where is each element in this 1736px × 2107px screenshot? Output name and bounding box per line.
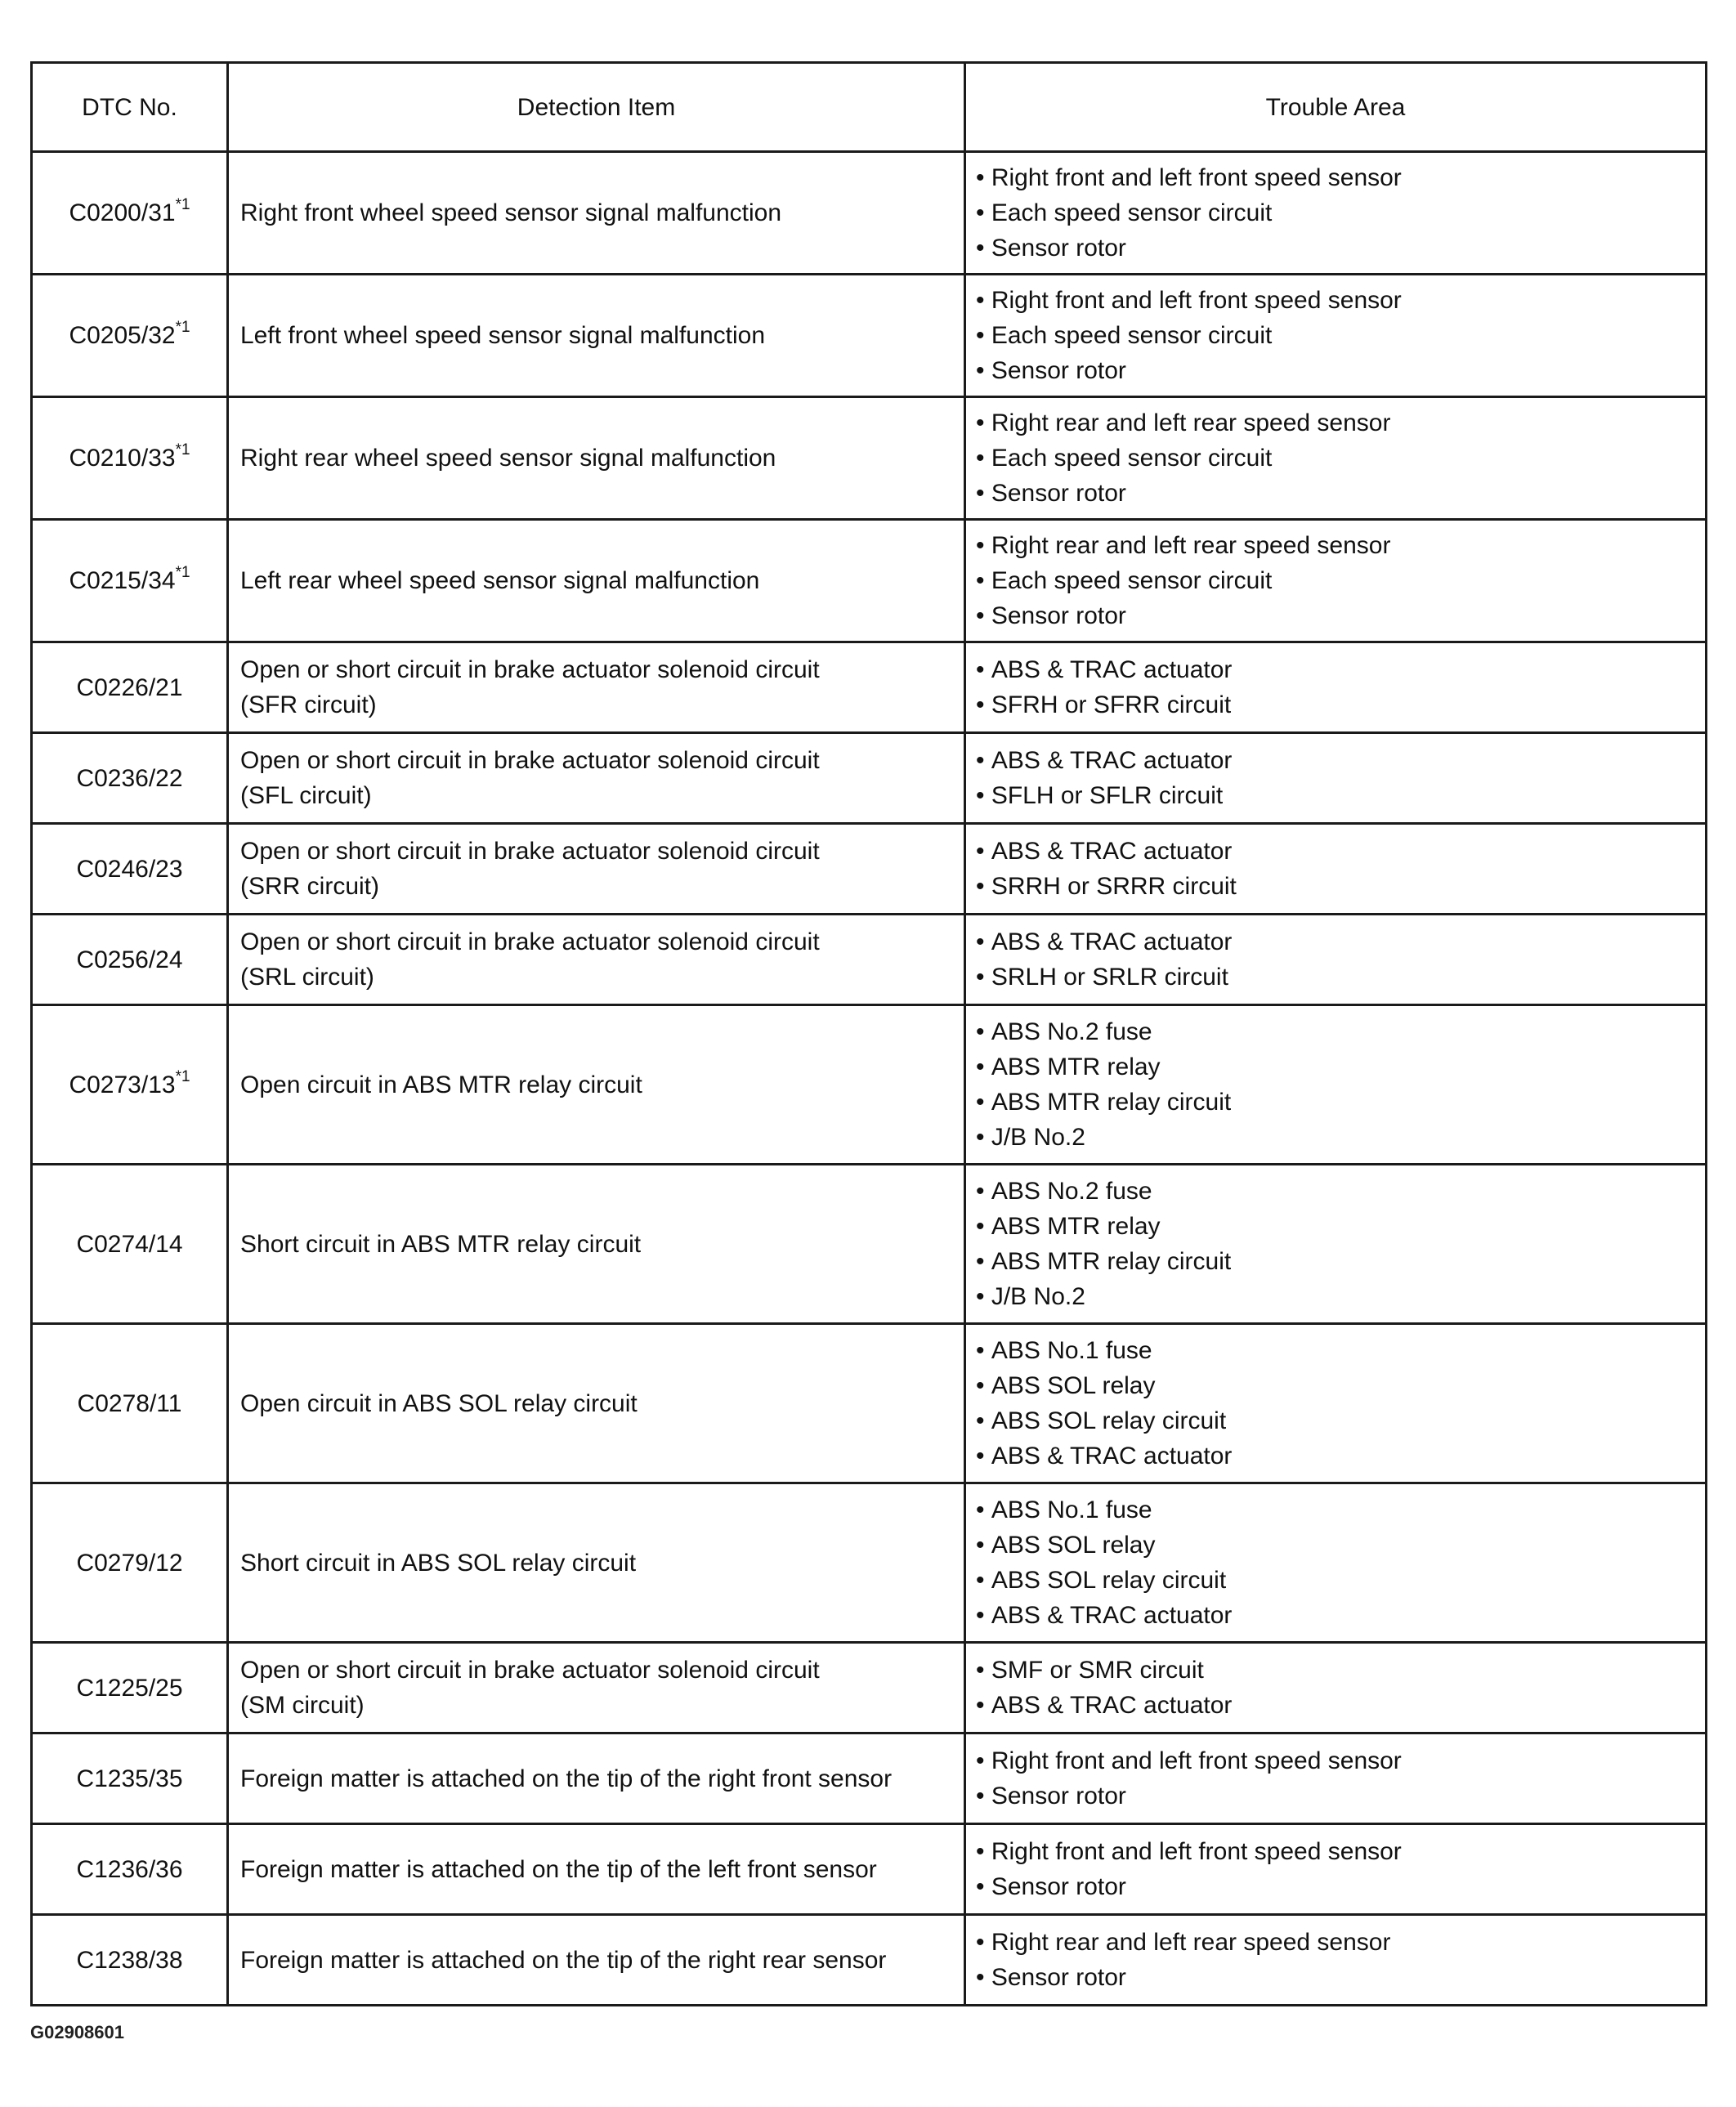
table-row — [32, 397, 1707, 520]
trouble-area-list — [976, 652, 1695, 722]
detection-item-cell — [228, 1324, 965, 1483]
detection-item-line: Open or short circuit in brake actuator solenoid circuit — [240, 656, 820, 683]
trouble-area-item: • Right front and left front speed sensor — [976, 160, 1695, 195]
detection-item-line: Open or short circuit in brake actuator solenoid circuit — [240, 747, 820, 774]
detection-item-line: Open circuit in ABS SOL relay circuit — [240, 1389, 638, 1417]
trouble-area-item: • Sensor rotor — [976, 476, 1695, 511]
dtc-code-cell — [32, 1005, 228, 1165]
trouble-area-item: • ABS & TRAC actuator — [976, 1598, 1695, 1633]
detection-item-cell — [228, 915, 965, 1005]
trouble-area-list — [976, 1174, 1695, 1314]
trouble-area-cell — [965, 152, 1707, 275]
dtc-code: C0215/34 — [69, 567, 176, 594]
detection-item-line: Left front wheel speed sensor signal malfunction — [240, 322, 766, 349]
header-trouble-area: Trouble Area — [965, 63, 1707, 152]
trouble-area-item: • ABS No.1 fuse — [976, 1492, 1695, 1528]
dtc-code-cell — [32, 1324, 228, 1483]
trouble-area-item: • ABS & TRAC actuator — [976, 652, 1695, 687]
dtc-code: C1238/38 — [76, 1946, 183, 1974]
trouble-area-list — [976, 1834, 1695, 1904]
trouble-area-cell — [965, 1915, 1707, 2006]
dtc-code: C0279/12 — [76, 1549, 183, 1577]
dtc-table — [30, 61, 1707, 2006]
trouble-area-item: • Right rear and left rear speed sensor — [976, 1925, 1695, 1960]
trouble-area-list — [976, 924, 1695, 995]
trouble-area-item: • ABS & TRAC actuator — [976, 1688, 1695, 1723]
trouble-area-item: • ABS MTR relay circuit — [976, 1244, 1695, 1279]
trouble-area-item: • SMF or SMR circuit — [976, 1653, 1695, 1688]
table-row — [32, 915, 1707, 1005]
trouble-area-list — [976, 283, 1695, 388]
table-row — [32, 152, 1707, 275]
trouble-area-list — [976, 1492, 1695, 1633]
trouble-area-item: • Sensor rotor — [976, 353, 1695, 388]
detection-item-cell — [228, 733, 965, 824]
trouble-area-item: • Right front and left front speed sensor — [976, 1743, 1695, 1778]
dtc-code: C0210/33 — [69, 445, 176, 472]
detection-item-cell — [228, 520, 965, 642]
footnote-marker: *1 — [175, 319, 190, 336]
trouble-area-item: • Sensor rotor — [976, 1960, 1695, 1995]
detection-item-cell — [228, 397, 965, 520]
trouble-area-item: • SRLH or SRLR circuit — [976, 960, 1695, 995]
trouble-area-item: • Each speed sensor circuit — [976, 195, 1695, 230]
detection-item-line: Right rear wheel speed sensor signal malfunction — [240, 445, 776, 472]
table-body — [32, 152, 1707, 2006]
trouble-area-cell — [965, 275, 1707, 397]
trouble-area-list — [976, 405, 1695, 511]
header-row — [32, 63, 1707, 152]
detection-item-line: Open or short circuit in brake actuator solenoid circuit — [240, 838, 820, 865]
trouble-area-cell — [965, 1005, 1707, 1165]
detection-item-line: Foreign matter is attached on the tip of the left front sensor — [240, 1855, 877, 1883]
trouble-area-item: • Sensor rotor — [976, 1869, 1695, 1904]
detection-item-cell — [228, 1483, 965, 1643]
detection-item-cell — [228, 824, 965, 915]
trouble-area-item: • ABS SOL relay circuit — [976, 1403, 1695, 1438]
trouble-area-item: • Sensor rotor — [976, 230, 1695, 266]
footnote-marker: *1 — [175, 1067, 190, 1085]
trouble-area-item: • J/B No.2 — [976, 1120, 1695, 1155]
dtc-code-cell — [32, 1733, 228, 1824]
trouble-area-cell — [965, 397, 1707, 520]
dtc-code: C1236/36 — [76, 1855, 183, 1883]
table-row — [32, 824, 1707, 915]
dtc-code: C1235/35 — [76, 1765, 183, 1792]
trouble-area-list — [976, 1333, 1695, 1474]
trouble-area-item: • Right front and left front speed sensor — [976, 283, 1695, 318]
trouble-area-item: • Right rear and left rear speed sensor — [976, 405, 1695, 441]
table-row — [32, 642, 1707, 733]
dtc-code-cell — [32, 152, 228, 275]
header-detection-item: Detection Item — [228, 63, 965, 152]
dtc-code-cell — [32, 1915, 228, 2006]
detection-item-line: Open or short circuit in brake actuator solenoid circuit — [240, 1657, 820, 1684]
trouble-area-item: • Sensor rotor — [976, 1778, 1695, 1814]
detection-item-line: (SFL circuit) — [240, 782, 372, 809]
trouble-area-item: • SFLH or SFLR circuit — [976, 778, 1695, 813]
table-row — [32, 275, 1707, 397]
dtc-code-cell — [32, 642, 228, 733]
detection-item-line: (SRL circuit) — [240, 964, 374, 991]
dtc-code-cell — [32, 915, 228, 1005]
dtc-code: C0200/31 — [69, 199, 176, 226]
footnote-marker: *1 — [175, 441, 190, 459]
dtc-code-cell — [32, 275, 228, 397]
detection-item-line: (SRR circuit) — [240, 873, 379, 900]
table-row — [32, 1483, 1707, 1643]
dtc-code: C0246/23 — [76, 855, 183, 883]
detection-item-cell — [228, 642, 965, 733]
trouble-area-item: • Each speed sensor circuit — [976, 441, 1695, 476]
trouble-area-item: • Each speed sensor circuit — [976, 318, 1695, 353]
dtc-code: C0226/21 — [76, 673, 183, 701]
dtc-code-cell — [32, 1483, 228, 1643]
trouble-area-cell — [965, 824, 1707, 915]
table-row — [32, 1733, 1707, 1824]
trouble-area-item: • ABS No.1 fuse — [976, 1333, 1695, 1368]
trouble-area-cell — [965, 1824, 1707, 1915]
figure-id: G02908601 — [30, 2022, 124, 2042]
trouble-area-item: • ABS No.2 fuse — [976, 1014, 1695, 1049]
detection-item-line: Right front wheel speed sensor signal malfunction — [240, 199, 782, 226]
detection-item-cell — [228, 152, 965, 275]
detection-item-line: Short circuit in ABS MTR relay circuit — [240, 1230, 642, 1258]
table-row — [32, 1915, 1707, 2006]
detection-item-line: (SFR circuit) — [240, 691, 377, 718]
trouble-area-item: • ABS SOL relay — [976, 1528, 1695, 1563]
detection-item-cell — [228, 275, 965, 397]
detection-item-cell — [228, 1643, 965, 1733]
dtc-code: C0273/13 — [69, 1071, 176, 1098]
dtc-code-cell — [32, 1824, 228, 1915]
detection-item-cell — [228, 1005, 965, 1165]
trouble-area-list — [976, 834, 1695, 904]
trouble-area-cell — [965, 520, 1707, 642]
trouble-area-item: • ABS & TRAC actuator — [976, 1438, 1695, 1474]
trouble-area-item: • ABS MTR relay — [976, 1049, 1695, 1085]
trouble-area-item: • ABS & TRAC actuator — [976, 834, 1695, 869]
dtc-code-cell — [32, 397, 228, 520]
table-row — [32, 1005, 1707, 1165]
dtc-code: C0278/11 — [77, 1389, 182, 1417]
trouble-area-list — [976, 1925, 1695, 1995]
dtc-code: C0274/14 — [76, 1230, 183, 1258]
trouble-area-cell — [965, 733, 1707, 824]
trouble-area-item: • ABS MTR relay circuit — [976, 1085, 1695, 1120]
trouble-area-item: • ABS & TRAC actuator — [976, 924, 1695, 960]
footnote-marker: *1 — [175, 196, 190, 213]
detection-item-cell — [228, 1824, 965, 1915]
trouble-area-item: • ABS No.2 fuse — [976, 1174, 1695, 1209]
trouble-area-list — [976, 1014, 1695, 1155]
dtc-code: C0205/32 — [69, 322, 176, 349]
dtc-code-cell — [32, 824, 228, 915]
trouble-area-list — [976, 1743, 1695, 1814]
table-row — [32, 733, 1707, 824]
trouble-area-item: • Sensor rotor — [976, 598, 1695, 633]
detection-item-cell — [228, 1733, 965, 1824]
trouble-area-cell — [965, 915, 1707, 1005]
detection-item-cell — [228, 1165, 965, 1324]
detection-item-line: Foreign matter is attached on the tip of the right rear sensor — [240, 1946, 887, 1974]
dtc-code-cell — [32, 520, 228, 642]
trouble-area-cell — [965, 642, 1707, 733]
detection-item-line: Foreign matter is attached on the tip of the right front sensor — [240, 1765, 893, 1792]
trouble-area-list — [976, 160, 1695, 266]
trouble-area-item: • ABS MTR relay — [976, 1209, 1695, 1244]
trouble-area-item: • SRRH or SRRR circuit — [976, 869, 1695, 904]
trouble-area-cell — [965, 1483, 1707, 1643]
table-row — [32, 1643, 1707, 1733]
detection-item-line: Short circuit in ABS SOL relay circuit — [240, 1549, 637, 1577]
trouble-area-list — [976, 528, 1695, 633]
header-dtc-no: DTC No. — [32, 63, 228, 152]
trouble-area-list — [976, 1653, 1695, 1723]
trouble-area-item: • Right rear and left rear speed sensor — [976, 528, 1695, 563]
table-row — [32, 520, 1707, 642]
trouble-area-item: • ABS & TRAC actuator — [976, 743, 1695, 778]
trouble-area-item: • Right front and left front speed sensor — [976, 1834, 1695, 1869]
trouble-area-item: • Each speed sensor circuit — [976, 563, 1695, 598]
table-row — [32, 1824, 1707, 1915]
table-row — [32, 1324, 1707, 1483]
dtc-code: C0256/24 — [76, 946, 183, 973]
detection-item-line: Left rear wheel speed sensor signal malfunction — [240, 567, 760, 594]
trouble-area-item: • ABS SOL relay — [976, 1368, 1695, 1403]
trouble-area-cell — [965, 1165, 1707, 1324]
detection-item-line: Open circuit in ABS MTR relay circuit — [240, 1071, 642, 1098]
detection-item-cell — [228, 1915, 965, 2006]
trouble-area-item: • ABS SOL relay circuit — [976, 1563, 1695, 1598]
trouble-area-cell — [965, 1733, 1707, 1824]
trouble-area-cell — [965, 1643, 1707, 1733]
table-row — [32, 1165, 1707, 1324]
footnote-marker: *1 — [175, 564, 190, 581]
trouble-area-item: • SFRH or SFRR circuit — [976, 687, 1695, 722]
dtc-code: C1225/25 — [76, 1674, 183, 1702]
dtc-code: C0236/22 — [76, 764, 183, 792]
detection-item-line: (SM circuit) — [240, 1692, 365, 1719]
dtc-code-cell — [32, 733, 228, 824]
detection-item-line: Open or short circuit in brake actuator solenoid circuit — [240, 928, 820, 955]
dtc-code-cell — [32, 1643, 228, 1733]
trouble-area-item: • J/B No.2 — [976, 1279, 1695, 1314]
dtc-code-cell — [32, 1165, 228, 1324]
trouble-area-list — [976, 743, 1695, 813]
trouble-area-cell — [965, 1324, 1707, 1483]
